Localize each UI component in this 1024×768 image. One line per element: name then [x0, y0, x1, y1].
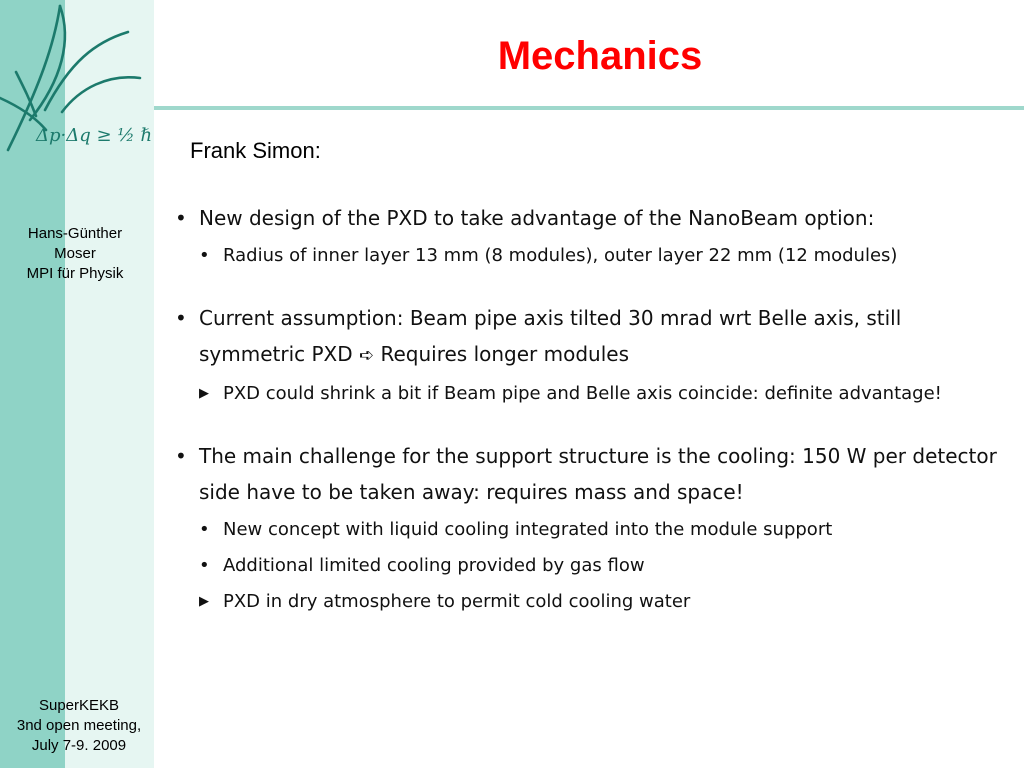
sub-bullet-item	[175, 240, 1005, 272]
bullet-dot-icon: •	[199, 245, 210, 266]
institute-logo	[0, 0, 154, 160]
logo-formula: Δp·Δq ≥ ½ ℏ	[36, 125, 153, 146]
implies-arrow-icon: ➪	[359, 345, 375, 366]
bullet-dot-icon: •	[175, 444, 187, 468]
sub-bullet-text: PXD in dry atmosphere to permit cold cooling water	[223, 591, 691, 612]
author-name-line1: Hans-Günther	[27, 225, 123, 242]
triangle-bullet-icon: ▶	[199, 594, 209, 609]
sub-bullet-text: Radius of inner layer 13 mm (8 modules), outer layer 22 mm (12 modules)	[223, 245, 898, 266]
slide-title: Mechanics	[497, 34, 703, 78]
bullet-text: New design of the PXD to take advantage of the NanoBeam option:	[199, 206, 875, 230]
bullet-list	[175, 200, 1005, 618]
meeting-name: SuperKEKB	[38, 697, 120, 714]
author-block	[0, 224, 150, 284]
bullet-item	[175, 300, 1005, 374]
meeting-block	[0, 696, 158, 756]
sub-bullet-item	[175, 586, 1005, 618]
bullet-dot-icon: •	[199, 555, 210, 576]
sub-bullet-text: Additional limited cooling provided by gas flow	[223, 555, 645, 576]
meeting-edition: 3nd open meeting,	[16, 717, 142, 734]
header-rule	[154, 106, 1024, 110]
sub-bullet-text: New concept with liquid cooling integrated into the module support	[223, 519, 833, 540]
sub-bullet-item	[175, 378, 1005, 410]
bullet-text: Current assumption: Beam pipe axis tilted 30 mrad wrt Belle axis, still symmetric PXD	[199, 306, 902, 366]
sub-bullet-text: PXD could shrink a bit if Beam pipe and Belle axis coincide: definite advantage!	[223, 383, 942, 404]
slide-subtitle: Frank Simon:	[190, 138, 321, 163]
sub-bullet-item	[175, 550, 1005, 582]
author-affiliation: MPI für Physik	[26, 265, 124, 282]
bullet-dot-icon: •	[175, 206, 187, 230]
bullet-dot-icon: •	[199, 519, 210, 540]
author-name-line2: Moser	[54, 245, 96, 262]
bullet-text: The main challenge for the support structure is the cooling: 150 W per detector side have to be taken away: requires mass and space!	[199, 444, 997, 504]
bullet-item	[175, 200, 1005, 236]
sub-bullet-item	[175, 514, 1005, 546]
bullet-text-continued: Requires longer modules	[380, 342, 629, 366]
bullet-dot-icon: •	[175, 306, 187, 330]
triangle-bullet-icon: ▶	[199, 386, 209, 401]
bullet-item	[175, 438, 1005, 510]
meeting-date: July 7-9. 2009	[31, 737, 127, 754]
